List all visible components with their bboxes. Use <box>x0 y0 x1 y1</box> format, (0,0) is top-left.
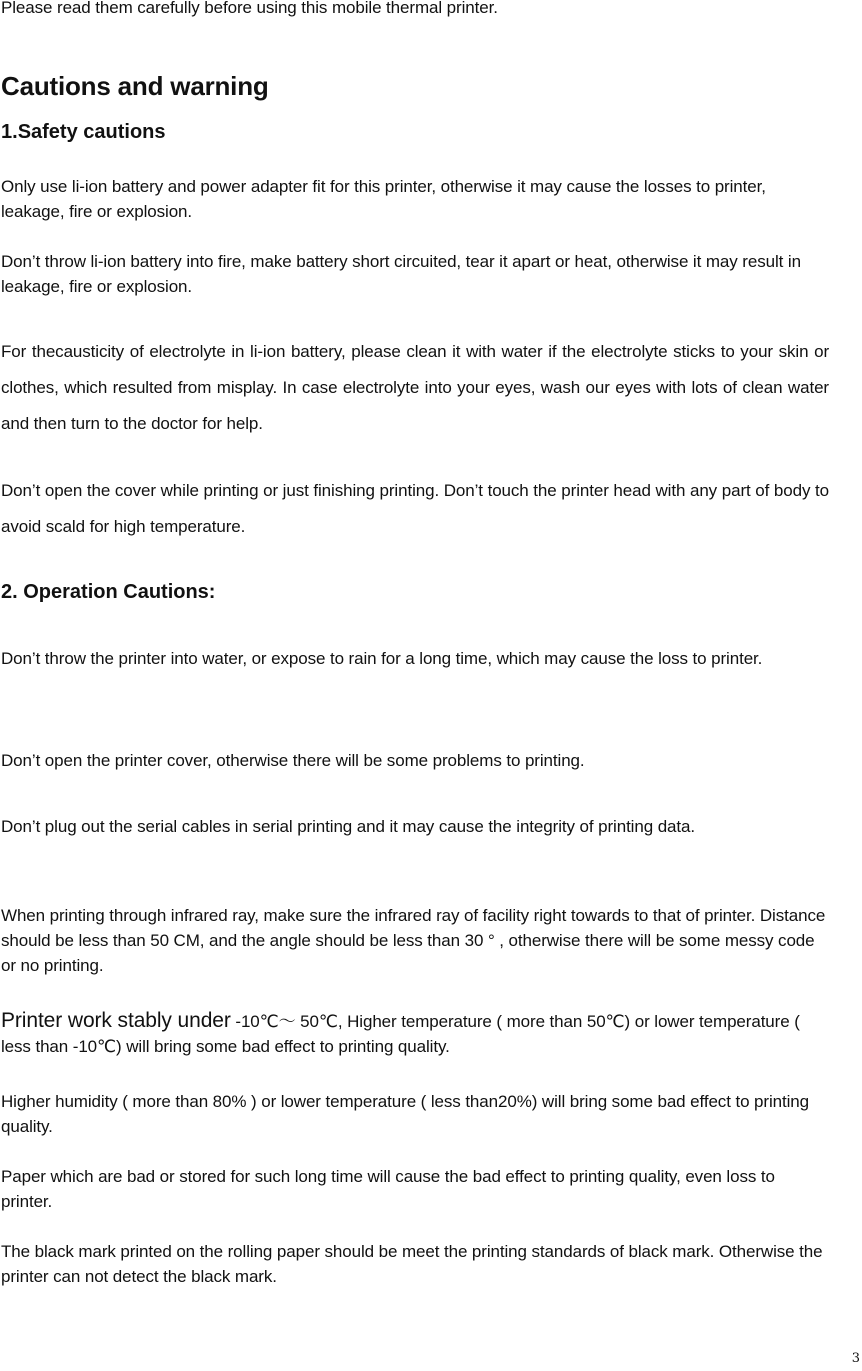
temperature-lead-text: Printer work stably under <box>1 1009 231 1032</box>
operation-paragraph-temperature <box>1 1008 829 1059</box>
safety-section-title: Safety cautions <box>17 121 166 143</box>
safety-paragraph: Only use li-ion battery and power adapter fit for this printer, otherwise it may cause the losses to printer, leakage, fire or explosion. <box>1 177 766 221</box>
operation-paragraph: Higher humidity ( more than 80% ) or lower temperature ( less than20%) will bring some bad effect to printing quality. <box>1 1092 809 1136</box>
safety-section-heading <box>1 118 166 146</box>
operation-section-heading: 2. Operation Cautions: <box>1 581 216 603</box>
safety-paragraph: For thecausticity of electrolyte in li-ion battery, please clean it with water if the electrolyte sticks to your skin or clothes, which resulted from misplay. In case electrolyte into your eyes, wash our eyes with lots of clean water and then turn to the doctor for help. <box>1 342 829 433</box>
safety-paragraph: Don’t open the cover while printing or just finishing printing. Don’t touch the printer head with any part of body to avoid scald for high temperature. <box>1 481 829 536</box>
operation-paragraph: Paper which are bad or stored for such long time will cause the bad effect to printing quality, even loss to printer. <box>1 1167 775 1211</box>
safety-paragraph: Don’t throw li-ion battery into fire, make battery short circuited, tear it apart or heat, otherwise it may result in leakage, fire or explosion. <box>1 252 801 296</box>
operation-paragraph: Don’t throw the printer into water, or expose to rain for a long time, which may cause the loss to printer. <box>1 649 763 668</box>
operation-paragraph: Don’t open the printer cover, otherwise there will be some problems to printing. <box>1 751 585 770</box>
safety-section-number: 1. <box>1 121 18 143</box>
page-title: Cautions and warning <box>1 71 269 101</box>
operation-paragraph: The black mark printed on the rolling paper should be meet the printing standards of black mark. Otherwise the printer can not detect the black mark. <box>1 1242 823 1286</box>
operation-paragraph: Don’t plug out the serial cables in serial printing and it may cause the integrity of printing data. <box>1 817 696 836</box>
temperature-detail-text: -10℃～ 50℃, Higher temperature ( more than 50℃) or lower temperature ( less than -10℃) will bring some bad effect to printing quality. <box>1 1012 800 1056</box>
operation-paragraph: When printing through infrared ray, make sure the infrared ray of facility right towards to that of printer. Distance should be less than 50 CM, and the angle should be less than 30 ° , otherwise there will be some messy code or no printing. <box>1 906 826 975</box>
page-number: 3 <box>851 1351 860 1366</box>
intro-text: Please read them carefully before using this mobile thermal printer. <box>1 0 498 17</box>
